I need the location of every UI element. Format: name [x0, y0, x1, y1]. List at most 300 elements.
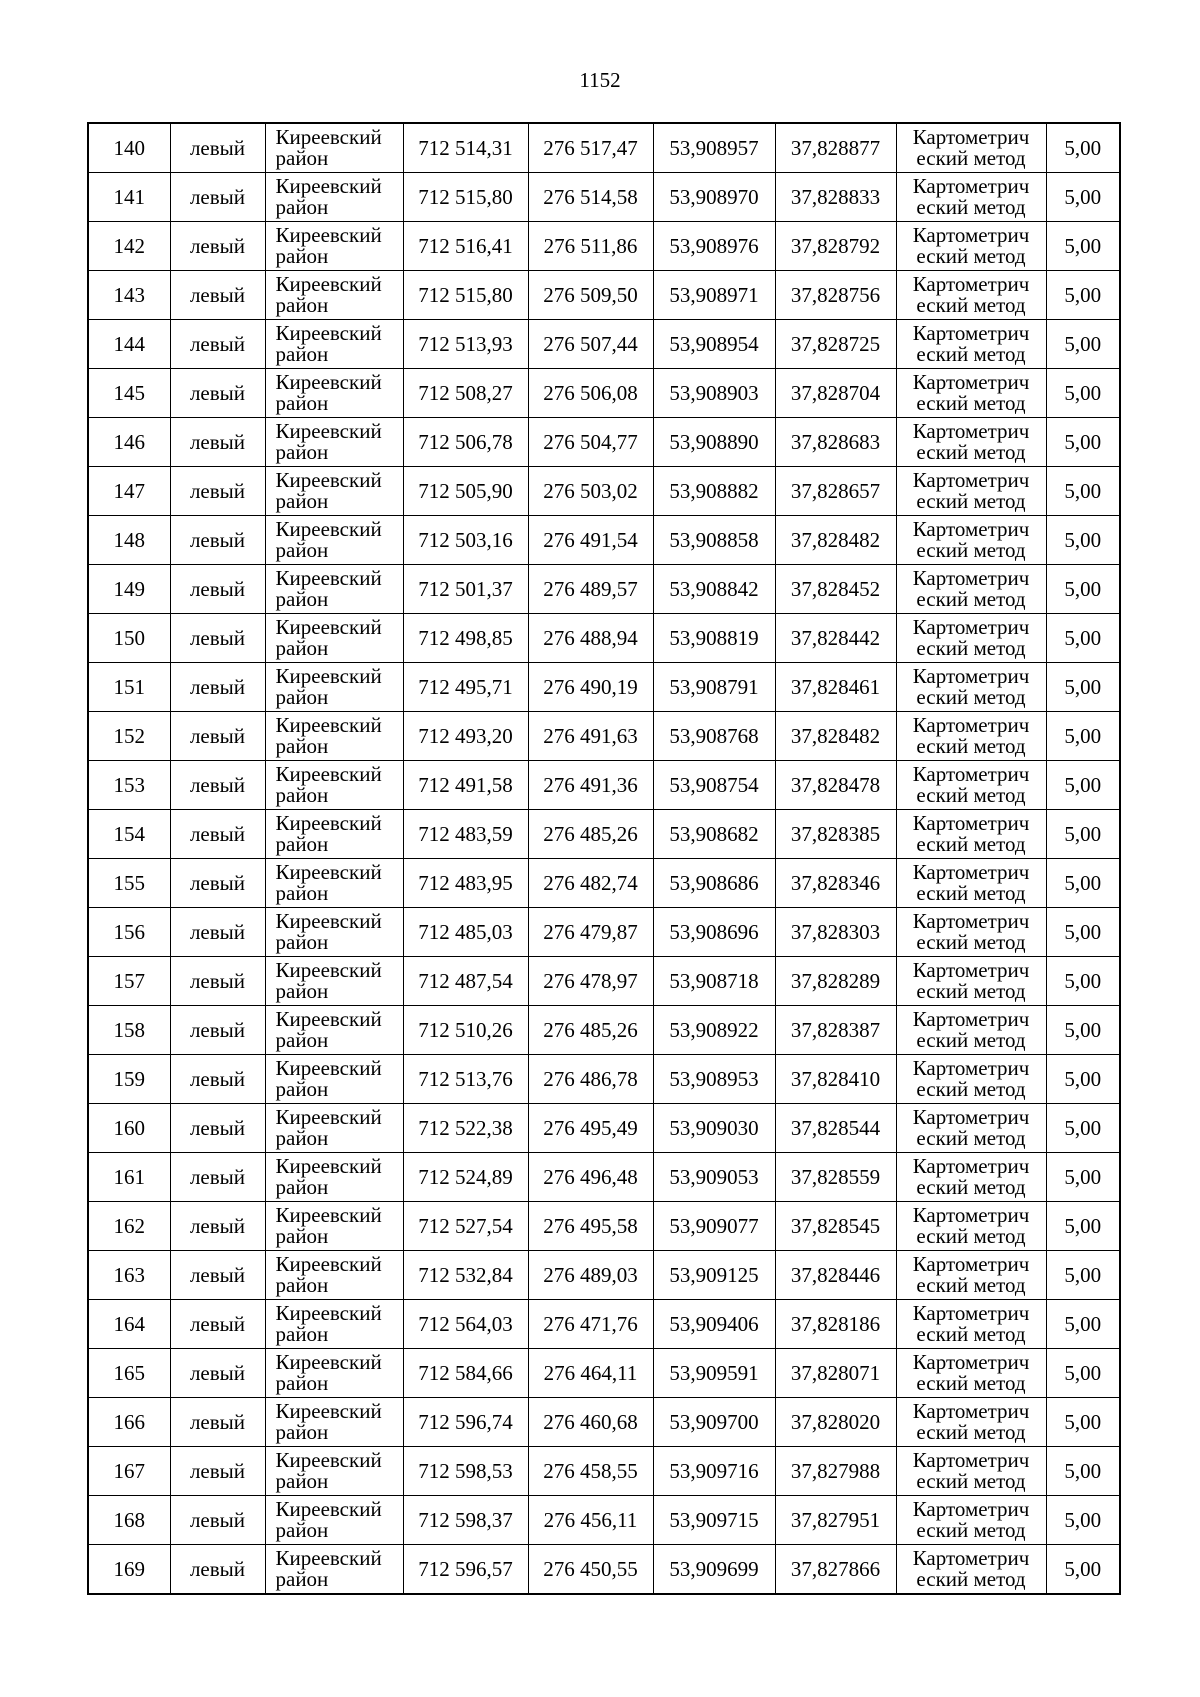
method-cell-line: Картометрич	[912, 1252, 1030, 1276]
bank-side-cell: левый	[170, 614, 265, 663]
accuracy-cell: 5,00	[1046, 1496, 1120, 1545]
method-cell-line: еский метод	[916, 685, 1026, 709]
district-cell	[265, 565, 403, 614]
y-coordinate-cell: 276 471,76	[528, 1300, 653, 1349]
district-cell	[265, 1055, 403, 1104]
method-cell-line: еский метод	[916, 391, 1026, 415]
point-number-cell: 151	[88, 663, 170, 712]
method-cell-line: еский метод	[916, 979, 1026, 1003]
latitude-cell: 53,909053	[653, 1153, 775, 1202]
point-number-cell: 156	[88, 908, 170, 957]
method-cell-line: еский метод	[916, 489, 1026, 513]
longitude-cell: 37,828186	[775, 1300, 896, 1349]
district-cell	[265, 1398, 403, 1447]
district-cell-line: район	[275, 195, 329, 219]
method-cell-line: еский метод	[916, 1518, 1026, 1542]
latitude-cell: 53,908858	[653, 516, 775, 565]
accuracy-cell: 5,00	[1046, 271, 1120, 320]
y-coordinate-cell: 276 458,55	[528, 1447, 653, 1496]
district-cell	[265, 123, 403, 173]
longitude-cell: 37,828289	[775, 957, 896, 1006]
method-cell-line: Картометрич	[912, 125, 1030, 149]
district-cell-line: Киреевский	[275, 125, 382, 149]
longitude-cell: 37,827951	[775, 1496, 896, 1545]
accuracy-cell: 5,00	[1046, 1349, 1120, 1398]
method-cell-line: еский метод	[916, 440, 1026, 464]
y-coordinate-cell: 276 491,63	[528, 712, 653, 761]
district-cell-line: район	[275, 1273, 329, 1297]
y-coordinate-cell: 276 491,54	[528, 516, 653, 565]
y-coordinate-cell: 276 503,02	[528, 467, 653, 516]
table-row	[88, 271, 1120, 320]
method-cell-line: Картометрич	[912, 1399, 1030, 1423]
district-cell-line: район	[275, 1567, 329, 1591]
district-cell-line: район	[275, 1420, 329, 1444]
table-row	[88, 1006, 1120, 1055]
bank-side-cell: левый	[170, 271, 265, 320]
method-cell	[896, 516, 1046, 565]
district-cell-line: район	[275, 685, 329, 709]
district-cell-line: Киреевский	[275, 1350, 382, 1374]
district-cell	[265, 1202, 403, 1251]
bank-side-cell: левый	[170, 565, 265, 614]
bank-side-cell: левый	[170, 859, 265, 908]
accuracy-cell: 5,00	[1046, 1545, 1120, 1595]
district-cell-line: Киреевский	[275, 1546, 382, 1570]
bank-side-cell: левый	[170, 418, 265, 467]
y-coordinate-cell: 276 514,58	[528, 173, 653, 222]
bank-side-cell: левый	[170, 761, 265, 810]
district-cell	[265, 1300, 403, 1349]
table-row	[88, 1349, 1120, 1398]
method-cell-line: еский метод	[916, 1420, 1026, 1444]
method-cell-line: еский метод	[916, 1469, 1026, 1493]
district-cell-line: Киреевский	[275, 1203, 382, 1227]
method-cell	[896, 1349, 1046, 1398]
x-coordinate-cell: 712 493,20	[403, 712, 528, 761]
method-cell-line: Картометрич	[912, 321, 1030, 345]
district-cell-line: Киреевский	[275, 1252, 382, 1276]
y-coordinate-cell: 276 517,47	[528, 123, 653, 173]
accuracy-cell: 5,00	[1046, 565, 1120, 614]
district-cell-line: Киреевский	[275, 958, 382, 982]
table-row	[88, 1153, 1120, 1202]
bank-side-cell: левый	[170, 663, 265, 712]
method-cell	[896, 1300, 1046, 1349]
table-row	[88, 1447, 1120, 1496]
method-cell-line: Картометрич	[912, 272, 1030, 296]
x-coordinate-cell: 712 487,54	[403, 957, 528, 1006]
longitude-cell: 37,828461	[775, 663, 896, 712]
latitude-cell: 53,908971	[653, 271, 775, 320]
method-cell	[896, 1496, 1046, 1545]
bank-side-cell: левый	[170, 1006, 265, 1055]
district-cell-line: район	[275, 293, 329, 317]
x-coordinate-cell: 712 495,71	[403, 663, 528, 712]
y-coordinate-cell: 276 485,26	[528, 810, 653, 859]
table-body	[88, 123, 1120, 1594]
table-row	[88, 123, 1120, 173]
method-cell-line: Картометрич	[912, 370, 1030, 394]
method-cell	[896, 1251, 1046, 1300]
accuracy-cell: 5,00	[1046, 1153, 1120, 1202]
point-number-cell: 160	[88, 1104, 170, 1153]
latitude-cell: 53,908768	[653, 712, 775, 761]
point-number-cell: 167	[88, 1447, 170, 1496]
point-number-cell: 159	[88, 1055, 170, 1104]
method-cell-line: Картометрич	[912, 1448, 1030, 1472]
accuracy-cell: 5,00	[1046, 123, 1120, 173]
method-cell-line: еский метод	[916, 1567, 1026, 1591]
district-cell-line: район	[275, 538, 329, 562]
district-cell-line: Киреевский	[275, 566, 382, 590]
y-coordinate-cell: 276 511,86	[528, 222, 653, 271]
table-row	[88, 1202, 1120, 1251]
district-cell-line: Киреевский	[275, 272, 382, 296]
longitude-cell: 37,828387	[775, 1006, 896, 1055]
latitude-cell: 53,908718	[653, 957, 775, 1006]
method-cell-line: еский метод	[916, 244, 1026, 268]
bank-side-cell: левый	[170, 1398, 265, 1447]
accuracy-cell: 5,00	[1046, 467, 1120, 516]
district-cell	[265, 810, 403, 859]
accuracy-cell: 5,00	[1046, 1202, 1120, 1251]
method-cell-line: Картометрич	[912, 1154, 1030, 1178]
latitude-cell: 53,908970	[653, 173, 775, 222]
method-cell-line: Картометрич	[912, 419, 1030, 443]
method-cell	[896, 1153, 1046, 1202]
method-cell	[896, 1447, 1046, 1496]
accuracy-cell: 5,00	[1046, 957, 1120, 1006]
district-cell	[265, 614, 403, 663]
latitude-cell: 53,908976	[653, 222, 775, 271]
table-row	[88, 565, 1120, 614]
point-number-cell: 141	[88, 173, 170, 222]
district-cell-line: Киреевский	[275, 664, 382, 688]
method-cell	[896, 271, 1046, 320]
bank-side-cell: левый	[170, 1104, 265, 1153]
y-coordinate-cell: 276 450,55	[528, 1545, 653, 1595]
method-cell-line: Картометрич	[912, 860, 1030, 884]
table-row	[88, 418, 1120, 467]
point-number-cell: 166	[88, 1398, 170, 1447]
latitude-cell: 53,909030	[653, 1104, 775, 1153]
y-coordinate-cell: 276 489,57	[528, 565, 653, 614]
longitude-cell: 37,827988	[775, 1447, 896, 1496]
longitude-cell: 37,828877	[775, 123, 896, 173]
district-cell-line: район	[275, 979, 329, 1003]
x-coordinate-cell: 712 596,74	[403, 1398, 528, 1447]
longitude-cell: 37,828756	[775, 271, 896, 320]
district-cell-line: район	[275, 1126, 329, 1150]
latitude-cell: 53,908754	[653, 761, 775, 810]
longitude-cell: 37,828545	[775, 1202, 896, 1251]
point-number-cell: 148	[88, 516, 170, 565]
district-cell-line: район	[275, 832, 329, 856]
method-cell	[896, 810, 1046, 859]
method-cell	[896, 859, 1046, 908]
district-cell-line: Киреевский	[275, 811, 382, 835]
method-cell	[896, 418, 1046, 467]
table-row	[88, 173, 1120, 222]
table-row	[88, 222, 1120, 271]
longitude-cell: 37,828446	[775, 1251, 896, 1300]
x-coordinate-cell: 712 524,89	[403, 1153, 528, 1202]
longitude-cell: 37,828792	[775, 222, 896, 271]
method-cell-line: еский метод	[916, 293, 1026, 317]
accuracy-cell: 5,00	[1046, 1104, 1120, 1153]
point-number-cell: 163	[88, 1251, 170, 1300]
method-cell-line: еский метод	[916, 832, 1026, 856]
method-cell	[896, 1398, 1046, 1447]
accuracy-cell: 5,00	[1046, 173, 1120, 222]
point-number-cell: 140	[88, 123, 170, 173]
district-cell-line: район	[275, 342, 329, 366]
district-cell	[265, 320, 403, 369]
table-row	[88, 1300, 1120, 1349]
point-number-cell: 169	[88, 1545, 170, 1595]
x-coordinate-cell: 712 503,16	[403, 516, 528, 565]
accuracy-cell: 5,00	[1046, 810, 1120, 859]
y-coordinate-cell: 276 485,26	[528, 1006, 653, 1055]
district-cell-line: Киреевский	[275, 419, 382, 443]
accuracy-cell: 5,00	[1046, 1055, 1120, 1104]
method-cell	[896, 173, 1046, 222]
accuracy-cell: 5,00	[1046, 222, 1120, 271]
longitude-cell: 37,827866	[775, 1545, 896, 1595]
bank-side-cell: левый	[170, 1055, 265, 1104]
district-cell	[265, 1496, 403, 1545]
method-cell	[896, 123, 1046, 173]
bank-side-cell: левый	[170, 1300, 265, 1349]
method-cell	[896, 369, 1046, 418]
district-cell-line: район	[275, 1175, 329, 1199]
y-coordinate-cell: 276 488,94	[528, 614, 653, 663]
x-coordinate-cell: 712 491,58	[403, 761, 528, 810]
method-cell-line: еский метод	[916, 1126, 1026, 1150]
district-cell	[265, 859, 403, 908]
longitude-cell: 37,828478	[775, 761, 896, 810]
method-cell-line: еский метод	[916, 930, 1026, 954]
latitude-cell: 53,909591	[653, 1349, 775, 1398]
longitude-cell: 37,828657	[775, 467, 896, 516]
district-cell	[265, 271, 403, 320]
point-number-cell: 158	[88, 1006, 170, 1055]
bank-side-cell: левый	[170, 173, 265, 222]
y-coordinate-cell: 276 479,87	[528, 908, 653, 957]
accuracy-cell: 5,00	[1046, 516, 1120, 565]
table-row	[88, 810, 1120, 859]
district-cell-line: Киреевский	[275, 1399, 382, 1423]
method-cell-line: еский метод	[916, 342, 1026, 366]
latitude-cell: 53,908903	[653, 369, 775, 418]
bank-side-cell: левый	[170, 1496, 265, 1545]
bank-side-cell: левый	[170, 1202, 265, 1251]
district-cell-line: район	[275, 783, 329, 807]
method-cell-line: Картометрич	[912, 811, 1030, 835]
x-coordinate-cell: 712 522,38	[403, 1104, 528, 1153]
accuracy-cell: 5,00	[1046, 663, 1120, 712]
method-cell	[896, 1104, 1046, 1153]
latitude-cell: 53,909715	[653, 1496, 775, 1545]
longitude-cell: 37,828385	[775, 810, 896, 859]
point-number-cell: 142	[88, 222, 170, 271]
method-cell	[896, 908, 1046, 957]
longitude-cell: 37,828482	[775, 516, 896, 565]
longitude-cell: 37,828346	[775, 859, 896, 908]
longitude-cell: 37,828452	[775, 565, 896, 614]
latitude-cell: 53,909125	[653, 1251, 775, 1300]
bank-side-cell: левый	[170, 1153, 265, 1202]
method-cell	[896, 1202, 1046, 1251]
district-cell-line: Киреевский	[275, 909, 382, 933]
district-cell-line: район	[275, 636, 329, 660]
table-row	[88, 761, 1120, 810]
accuracy-cell: 5,00	[1046, 859, 1120, 908]
method-cell-line: Картометрич	[912, 1546, 1030, 1570]
district-cell-line: район	[275, 440, 329, 464]
point-number-cell: 153	[88, 761, 170, 810]
bank-side-cell: левый	[170, 908, 265, 957]
method-cell	[896, 1545, 1046, 1595]
point-number-cell: 147	[88, 467, 170, 516]
district-cell-line: Киреевский	[275, 370, 382, 394]
y-coordinate-cell: 276 489,03	[528, 1251, 653, 1300]
point-number-cell: 152	[88, 712, 170, 761]
district-cell-line: Киреевский	[275, 517, 382, 541]
y-coordinate-cell: 276 486,78	[528, 1055, 653, 1104]
table-row	[88, 859, 1120, 908]
district-cell	[265, 1545, 403, 1595]
method-cell-line: Картометрич	[912, 958, 1030, 982]
x-coordinate-cell: 712 501,37	[403, 565, 528, 614]
accuracy-cell: 5,00	[1046, 1447, 1120, 1496]
bank-side-cell: левый	[170, 1545, 265, 1595]
district-cell-line: район	[275, 1224, 329, 1248]
district-cell-line: Киреевский	[275, 1448, 382, 1472]
accuracy-cell: 5,00	[1046, 908, 1120, 957]
method-cell	[896, 1055, 1046, 1104]
y-coordinate-cell: 276 490,19	[528, 663, 653, 712]
x-coordinate-cell: 712 598,53	[403, 1447, 528, 1496]
district-cell-line: Киреевский	[275, 174, 382, 198]
method-cell-line: еский метод	[916, 636, 1026, 660]
method-cell	[896, 320, 1046, 369]
method-cell-line: Картометрич	[912, 1203, 1030, 1227]
accuracy-cell: 5,00	[1046, 614, 1120, 663]
longitude-cell: 37,828410	[775, 1055, 896, 1104]
district-cell-line: Киреевский	[275, 468, 382, 492]
accuracy-cell: 5,00	[1046, 1006, 1120, 1055]
district-cell-line: район	[275, 391, 329, 415]
district-cell	[265, 1349, 403, 1398]
bank-side-cell: левый	[170, 1251, 265, 1300]
table-row	[88, 1496, 1120, 1545]
longitude-cell: 37,828704	[775, 369, 896, 418]
district-cell-line: район	[275, 1469, 329, 1493]
bank-side-cell: левый	[170, 123, 265, 173]
point-number-cell: 154	[88, 810, 170, 859]
y-coordinate-cell: 276 496,48	[528, 1153, 653, 1202]
method-cell-line: Картометрич	[912, 615, 1030, 639]
method-cell	[896, 663, 1046, 712]
district-cell	[265, 1006, 403, 1055]
y-coordinate-cell: 276 482,74	[528, 859, 653, 908]
method-cell-line: Картометрич	[912, 713, 1030, 737]
method-cell-line: Картометрич	[912, 468, 1030, 492]
x-coordinate-cell: 712 513,93	[403, 320, 528, 369]
district-cell-line: Киреевский	[275, 1056, 382, 1080]
latitude-cell: 53,908953	[653, 1055, 775, 1104]
method-cell-line: еский метод	[916, 1077, 1026, 1101]
method-cell-line: Картометрич	[912, 664, 1030, 688]
x-coordinate-cell: 712 508,27	[403, 369, 528, 418]
accuracy-cell: 5,00	[1046, 418, 1120, 467]
district-cell-line: район	[275, 244, 329, 268]
bank-side-cell: левый	[170, 1447, 265, 1496]
district-cell-line: район	[275, 1371, 329, 1395]
district-cell	[265, 467, 403, 516]
bank-side-cell: левый	[170, 369, 265, 418]
x-coordinate-cell: 712 498,85	[403, 614, 528, 663]
latitude-cell: 53,909077	[653, 1202, 775, 1251]
x-coordinate-cell: 712 483,59	[403, 810, 528, 859]
bank-side-cell: левый	[170, 810, 265, 859]
latitude-cell: 53,908842	[653, 565, 775, 614]
x-coordinate-cell: 712 514,31	[403, 123, 528, 173]
district-cell	[265, 418, 403, 467]
longitude-cell: 37,828442	[775, 614, 896, 663]
longitude-cell: 37,828071	[775, 1349, 896, 1398]
x-coordinate-cell: 712 564,03	[403, 1300, 528, 1349]
page-number: 1152	[579, 68, 621, 92]
bank-side-cell: левый	[170, 222, 265, 271]
point-number-cell: 145	[88, 369, 170, 418]
district-cell-line: Киреевский	[275, 1154, 382, 1178]
table-row	[88, 516, 1120, 565]
point-number-cell: 149	[88, 565, 170, 614]
longitude-cell: 37,828833	[775, 173, 896, 222]
method-cell	[896, 467, 1046, 516]
point-number-cell: 157	[88, 957, 170, 1006]
district-cell	[265, 957, 403, 1006]
method-cell	[896, 1006, 1046, 1055]
y-coordinate-cell: 276 456,11	[528, 1496, 653, 1545]
table-row	[88, 712, 1120, 761]
method-cell	[896, 222, 1046, 271]
y-coordinate-cell: 276 491,36	[528, 761, 653, 810]
district-cell	[265, 908, 403, 957]
method-cell-line: еский метод	[916, 1224, 1026, 1248]
table-row	[88, 1055, 1120, 1104]
district-cell-line: район	[275, 881, 329, 905]
latitude-cell: 53,908682	[653, 810, 775, 859]
bank-side-cell: левый	[170, 957, 265, 1006]
accuracy-cell: 5,00	[1046, 320, 1120, 369]
method-cell-line: Картометрич	[912, 1056, 1030, 1080]
x-coordinate-cell: 712 513,76	[403, 1055, 528, 1104]
method-cell-line: Картометрич	[912, 1301, 1030, 1325]
district-cell	[265, 369, 403, 418]
district-cell-line: Киреевский	[275, 615, 382, 639]
x-coordinate-cell: 712 515,80	[403, 271, 528, 320]
x-coordinate-cell: 712 516,41	[403, 222, 528, 271]
point-number-cell: 155	[88, 859, 170, 908]
latitude-cell: 53,908922	[653, 1006, 775, 1055]
accuracy-cell: 5,00	[1046, 712, 1120, 761]
district-cell	[265, 1251, 403, 1300]
method-cell	[896, 761, 1046, 810]
